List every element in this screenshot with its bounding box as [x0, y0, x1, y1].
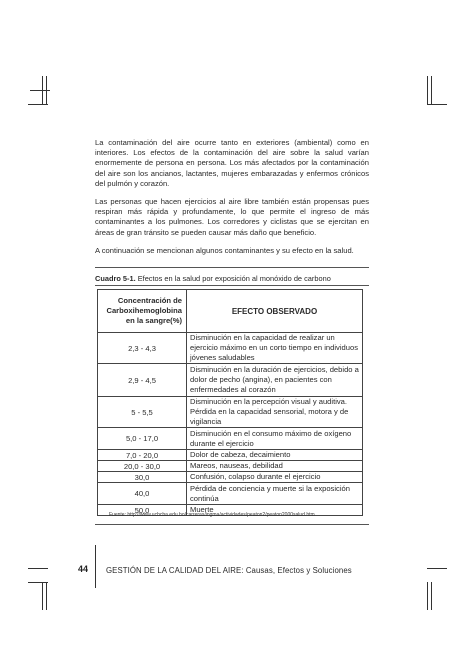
cell-effect: Mareos, nauseas, debilidad	[187, 461, 363, 472]
running-footer-title: GESTIÓN DE LA CALIDAD DEL AIRE: Causas, Efectos y Soluciones	[106, 566, 352, 575]
cell-value: 40,0	[98, 483, 187, 505]
table-caption-label: Cuadro 5-1.	[95, 274, 136, 283]
co-effects-table	[97, 289, 363, 516]
cell-effect: Dolor de cabeza, decaimiento	[187, 450, 363, 461]
cell-value: 2,9 - 4,5	[98, 364, 187, 397]
body-text	[95, 138, 369, 264]
table-row	[98, 397, 363, 428]
crop-mark	[427, 104, 447, 105]
cell-value: 20,0 - 30,0	[98, 461, 187, 472]
table-source: Fuente: http://www.ucbcba.edu.bo/carreras/ingma/actividades/peaton2/peaton2000salud.htm	[109, 512, 315, 518]
cell-value: 5,0 - 17,0	[98, 428, 187, 450]
crop-mark	[42, 582, 43, 610]
table-row	[98, 472, 363, 483]
crop-mark	[427, 568, 447, 569]
table-caption-text: Efectos en la salud por exposición al monóxido de carbono	[135, 274, 331, 283]
crop-mark	[427, 582, 428, 610]
page-number-bar	[95, 545, 96, 588]
cell-effect: Confusión, colapso durante el ejercicio	[187, 472, 363, 483]
cell-effect: Pérdida de conciencia y muerte si la exposición continúa	[187, 483, 363, 505]
table-row	[98, 364, 363, 397]
cell-value: 50,0	[98, 505, 187, 516]
header-effect: EFECTO OBSERVADO	[187, 290, 363, 333]
cell-effect: Disminución en la duración de ejercicios, debido a dolor de pecho (angina), en pacientes con enfermedades al corazón	[187, 364, 363, 397]
cell-effect: Disminución en la capacidad de realizar un ejercicio máximo en un corto tiempo en individuos jóvenes saludables	[187, 333, 363, 364]
header-concentration: Concentración de Carboxihemoglobina en la sangre(%)	[98, 290, 187, 333]
caption-rule-bottom	[95, 285, 369, 286]
table-header-row	[98, 290, 363, 333]
table-row	[98, 333, 363, 364]
cell-effect: Disminución en la percepción visual y auditiva. Pérdida en la capacidad sensorial, motora y de vigilancia	[187, 397, 363, 428]
cell-value: 7,0 - 20,0	[98, 450, 187, 461]
cell-value: 5 - 5,5	[98, 397, 187, 428]
cell-effect: Muerte	[187, 505, 363, 516]
crop-mark	[431, 582, 432, 610]
cell-value: 30,0	[98, 472, 187, 483]
crop-mark	[46, 76, 47, 104]
caption-rule-top	[95, 267, 369, 268]
table-row	[98, 428, 363, 450]
page-number: 44	[78, 564, 89, 574]
table-row	[98, 461, 363, 472]
crop-mark	[431, 76, 432, 104]
paragraph: A continuación se mencionan algunos contaminantes y su efecto en la salud.	[95, 245, 354, 255]
cell-value: 2,3 - 4,3	[98, 333, 187, 364]
crop-mark	[28, 104, 48, 105]
crop-mark	[427, 76, 428, 104]
table-caption	[95, 274, 369, 283]
paragraph: La contaminación del aire ocurre tanto en exteriores (ambiental) como en interiores. Los efectos de la contaminación del aire sobre la salud varían enormemente de persona en persona. Los más afectados por la contaminación del aire son los ancianos, lactantes, mujeres embarazadas y enfermos crónicos del pulmón y corazón.	[95, 138, 369, 188]
cell-effect: Disminución en el consumo máximo de oxígeno durante el ejercicio	[187, 428, 363, 450]
table-row	[98, 450, 363, 461]
source-rule	[95, 524, 369, 525]
crop-mark	[28, 568, 48, 569]
crop-mark	[46, 582, 47, 610]
crop-mark	[28, 582, 48, 583]
table-row	[98, 483, 363, 505]
paragraph: Las personas que hacen ejercicios al aire libre también están propensas pues respiran más rápida y profundamente, lo que permite el ingreso de más contaminantes a los pulmones. Los corredores y ciclistas que se ejercitan en áreas de gran tránsito se pueden causar más daño que beneficio.	[95, 197, 369, 237]
